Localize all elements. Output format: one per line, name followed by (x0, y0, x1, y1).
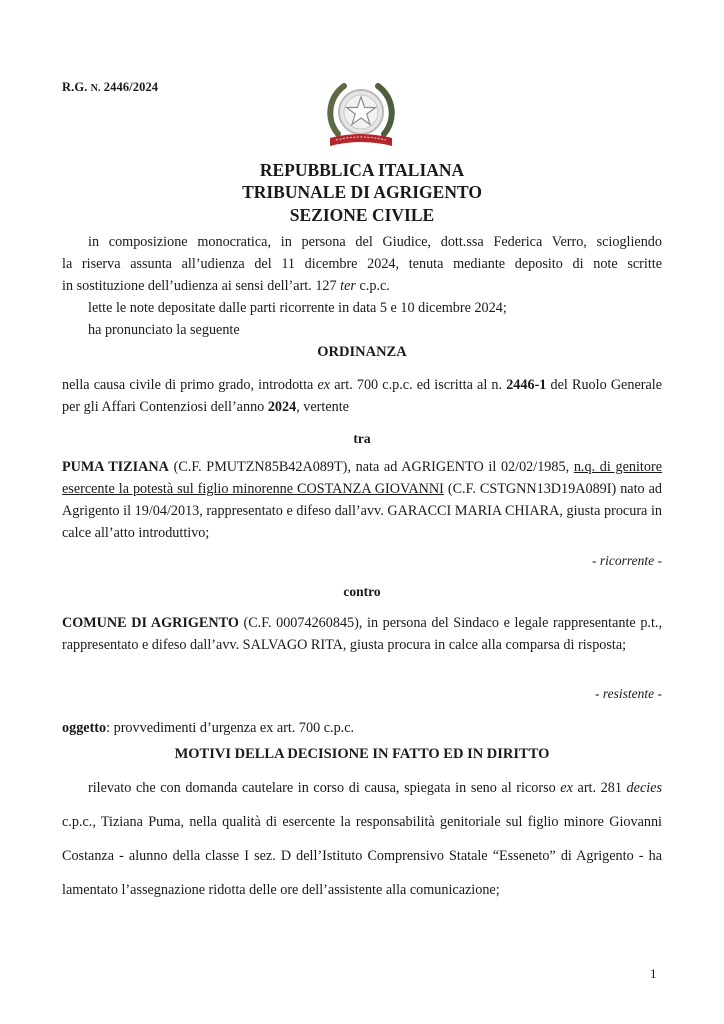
causa-text-a: nella causa civile di primo grado, introdotta (62, 377, 318, 393)
resistente-role: - resistente - (595, 686, 662, 701)
contro-label: contro (343, 584, 381, 599)
motivi-text-a: rilevato che con domanda cautelare in corso di causa, spiegata in seno al ricorso (88, 780, 561, 796)
emblem-of-italy-icon (322, 76, 400, 154)
intro-paragraph (62, 231, 662, 341)
intro-line-2: la riserva assunta all’udienza del 11 dicembre 2024, tenuta mediante deposito di note scritte (62, 256, 662, 272)
motivi-text-b: art. 281 (572, 780, 627, 796)
intro-line-3 (62, 275, 662, 297)
motivi-paragraph (62, 771, 662, 907)
intro-line-3-end: c.p.c. (355, 278, 390, 294)
ricorrente-paragraph (62, 456, 662, 544)
resistente-text: (C.F. 00074260845), in persona del Sindaco e legale rappresentante p.t., rappresentato e difeso dall’avv. SALVAGO RITA, giusta procura in calce alla comparsa di risposta; (62, 615, 662, 653)
motivi-text-c: c.p.c., Tiziana Puma, nella qualità di esercente la responsabilità genitoriale sul figlio minore Giovanni Costanza - alunno della classe I sez. D dell’Istituto Comprensivo Statale “Esseneto” di Agrigento - ha lamentato l’assegnazione ridotta delle ore dell’assistente alla comunicazione; (62, 814, 662, 898)
motivi-ex: ex (560, 780, 573, 796)
title-republic: REPUBBLICA ITALIANA (259, 160, 465, 180)
ricorrente-underlined: n.q. di genitore esercente la potestà sul figlio minorenne COSTANZA GIOVANNI (62, 459, 662, 497)
page-number: 1 (650, 966, 657, 981)
causa-year: 2024 (267, 399, 297, 415)
ricorrente-text-b: (C.F. CSTGNN13D19A089I) nato ad Agrigento il 19/04/2013, rappresentato e difeso dall’avv. GARACCI MARIA CHIARA, giusta procura in calce all’atto introduttivo; (62, 481, 662, 541)
case-number-n: N. (90, 83, 101, 94)
intro-line-4: lette le note depositate dalle parti ricorrente in data 5 e 10 dicembre 2024; (88, 300, 507, 316)
tra-label: tra (353, 431, 371, 446)
ordinanza-heading: ORDINANZA (317, 344, 407, 360)
ricorrente-text-a: (C.F. PMUTZN85B42A089T), nata ad AGRIGENTO il 02/02/1985, (168, 459, 574, 475)
title-tribunal: TRIBUNALE DI AGRIGENTO (242, 182, 482, 202)
intro-line-1: in composizione monocratica, in persona del Giudice, dott.ssa Federica Verro, sciogliendo (88, 234, 662, 250)
intro-line-5: ha pronunciato la seguente (88, 322, 240, 338)
motivi-decies: decies (626, 780, 662, 796)
intro-line-3-text: in sostituzione dell’udienza ai sensi dell’art. 127 (62, 278, 341, 294)
causa-ex: ex (317, 377, 331, 393)
ricorrente-name: PUMA TIZIANA (62, 459, 169, 475)
case-number (62, 80, 158, 95)
causa-text-b: art. 700 c.p.c. ed iscritta al n. (330, 377, 507, 393)
oggetto-line (62, 717, 662, 739)
ricorrente-role: - ricorrente - (592, 553, 662, 568)
causa-number: 2446-1 (506, 377, 547, 393)
causa-text-d: , vertente (296, 399, 349, 415)
case-number-prefix: R.G. (62, 80, 91, 94)
motivi-heading: MOTIVI DELLA DECISIONE IN FATTO ED IN DIRITTO (174, 746, 550, 762)
case-number-value: 2446/2024 (100, 80, 159, 94)
resistente-paragraph (62, 612, 662, 656)
causa-paragraph (62, 374, 662, 418)
oggetto-label: oggetto (62, 720, 107, 736)
resistente-name: COMUNE DI AGRIGENTO (62, 615, 239, 631)
intro-line-3-italic: ter (340, 278, 356, 294)
causa-text-c: del Ruolo Generale per gli Affari Contenziosi dell’anno (62, 377, 663, 415)
oggetto-text: : provvedimenti d’urgenza ex art. 700 c.p.c. (106, 720, 355, 736)
title-section: SEZIONE CIVILE (289, 205, 435, 225)
